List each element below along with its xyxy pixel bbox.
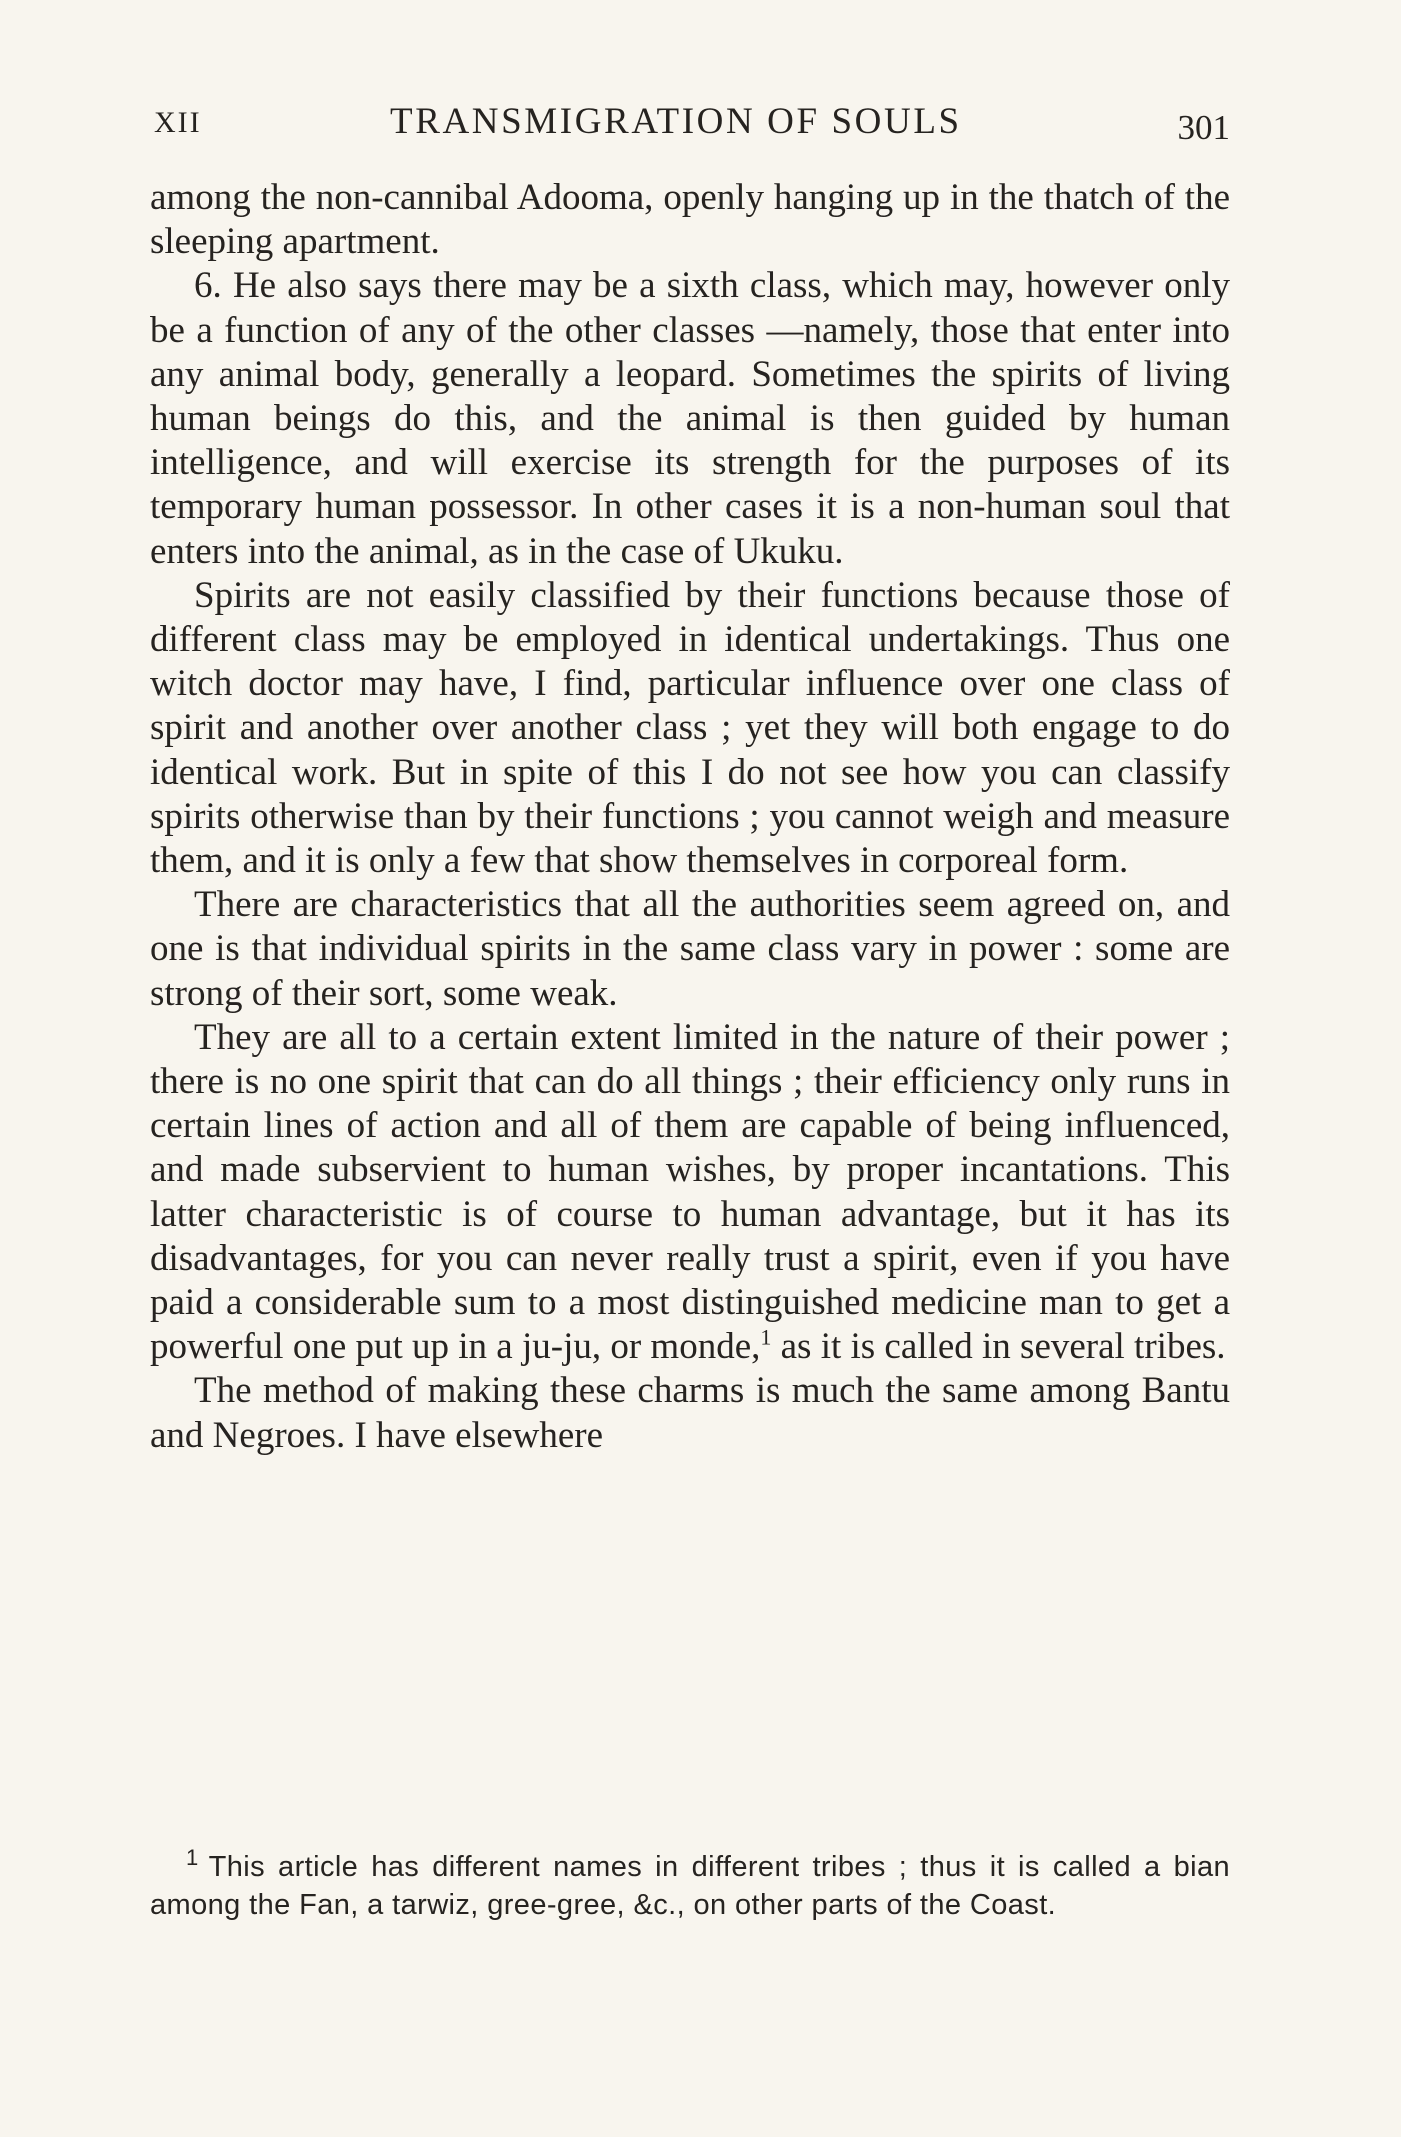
paragraph-with-footnote [150,1016,1230,1370]
paragraph-text-continued: as it is called in several tribes. [780,1326,1226,1368]
page-number: 301 [1177,108,1230,147]
paragraph: 6. He also says there may be a sixth class, which may, however only be a function of any of the other classes —namely, those that enter into any animal body, generally a leopard. Sometimes the spirits of living human beings do this, and the animal is then guided by human intelligence, and will exercise its strength for the purposes of its temporary human possessor. In other cases it is a non-human soul that enters into the animal, as in the case of Ukuku. [150,265,1230,572]
body-text [150,176,1230,1458]
paragraph: Spirits are not easily classified by their functions because those of different class may be employed in identical undertakings. Thus one witch doctor may have, I find, particular influence over one class of spirit and another over another class ; yet they will both engage to do identical work. But in spite of this I do not see how you can classify spirits otherwise than by their functions ; you cannot weigh and measure them, and it is only a few that show themselves in corporeal form. [150,574,1230,882]
running-head [150,100,1230,150]
paragraph: There are characteristics that all the authorities seem agreed on, and one is that individual spirits in the same class vary in power : some are strong of their sort, some weak. [150,884,1230,1014]
footnote-marker: 1 [186,1845,199,1871]
footnote-reference[interactable]: 1 [760,1324,772,1350]
paragraph-continued: among the non-cannibal Adooma, openly hanging up in the thatch of the sleeping apartment. [150,177,1230,263]
footnote-text: This article has different names in different tribes ; thus it is called a bian among the Fan, a tarwiz, gree-gree, &c., on other parts of the Coast. [150,1851,1230,1921]
paragraph: The method of making these charms is much the same among Bantu and Negroes. I have elsewhere [150,1370,1230,1456]
chapter-number: XII [154,106,202,139]
chapter-title: TRANSMIGRATION OF SOULS [390,101,962,142]
paragraph-text: They are all to a certain extent limited in the nature of their power ; there is no one spirit that can do all things ; their efficiency only runs in certain lines of action and all of them are capable of being influenced, and made subservient to human wishes, by proper incantations. This latter characteristic is of course to human advantage, but it has its disadvantages, for you can never really trust a spirit, even if you have paid a considerable sum to a most distinguished medicine man to get a powerful one put up in a ju-ju, or monde, [150,1016,1230,1368]
footnote [150,1845,1230,1924]
